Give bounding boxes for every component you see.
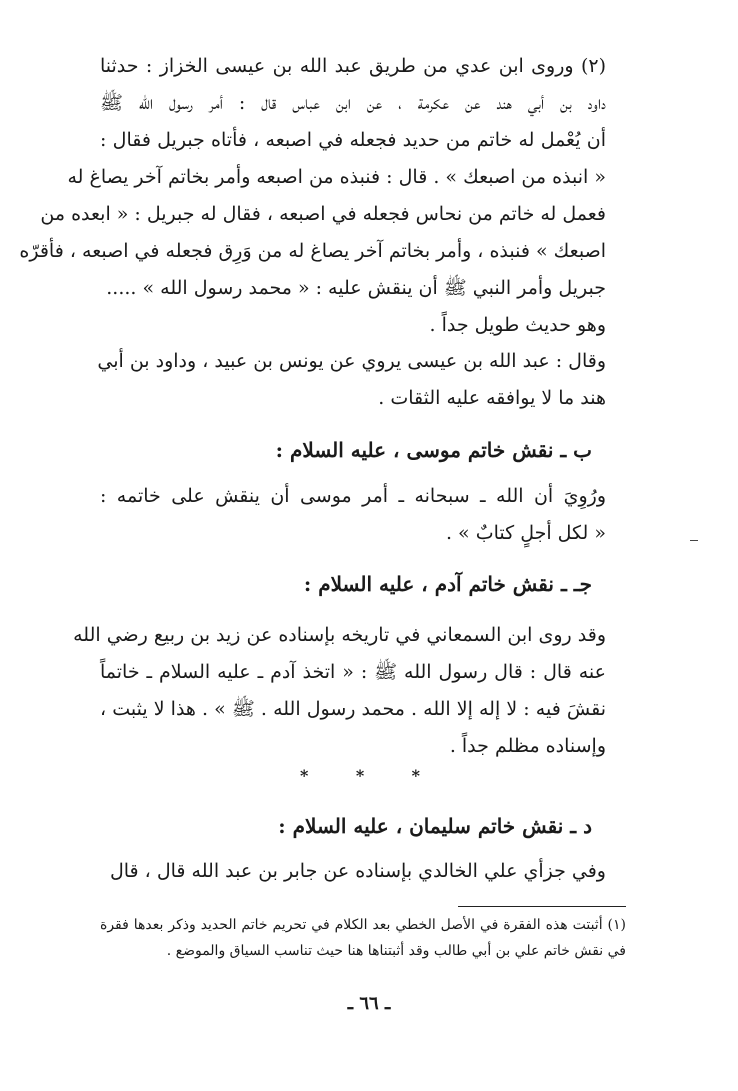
hadith-paragraph [19,48,606,307]
star-glyph: * [355,766,365,785]
text-line: اصبعك » فنبذه ، وأمر بخاتم آخر يصاغ له من وَرِق فجعله في اصبعه ، فأقرّه [19,240,606,262]
adam-paragraph [73,617,606,765]
text-line: وفي جزأي علي الخالدي بإسناده عن جابر بن عبد الله قال ، قال [109,860,606,882]
footnote [100,912,626,964]
text-line: « لكل أجلٍ كتابٌ » . [445,522,606,544]
text-line: وهو حديث طويل جداً . [429,314,606,336]
footnote-rule [458,906,626,907]
text-line: وقد روى ابن السمعاني في تاريخه بإسناده عن زيد بن ربيع رضي الله [73,624,606,646]
solomon-paragraph [109,853,606,890]
text-line: أن يُعْمل له خاتم من حديد فجعله في اصبعه ، فأتاه جبريل فقال : [100,129,606,151]
section-heading-solomon: د ـ نقش خاتم سليمان ، عليه السلام : [278,814,592,838]
page-number: ـ ٦٦ ـ [347,993,391,1014]
moses-paragraph [100,478,606,552]
hadith-closing [100,307,606,344]
section-heading-moses: ب ـ نقش خاتم موسى ، عليه السلام : [275,438,592,462]
text-line: داود بن أبي هند عن عكرمة ، عن ابن عباس قال : أمر رسول الله ﷺ [100,92,606,114]
text-line: وقال : عبد الله بن عيسى يروي عن يونس بن عبيد ، وداود بن أبي [97,350,606,372]
footnote-line: (١) أثبتت هذه الفقرة في الأصل الخطي بعد الكلام في تحريم خاتم الحديد وذكر بعدها فقرة [100,917,626,933]
text-line: هند ما لا يوافقه عليه الثقات . [378,387,606,409]
section-separator [300,766,420,785]
star-glyph: * [411,766,420,785]
section-heading-adam: جـ ـ نقش خاتم آدم ، عليه السلام : [303,572,592,596]
comment-paragraph [97,343,606,417]
star-glyph: * [300,766,309,785]
text-line: ورُوِيَ أن الله ـ سبحانه ـ أمر موسى أن ينقش على خاتمه : [100,485,606,507]
text-line: فعمل له خاتم من نحاس فجعله في اصبعه ، فقال له جبريل : « ابعده من [40,203,606,225]
text-line: نقشَ فيه : لا إله إلا الله . محمد رسول الله . ﷺ » . هذا لا يثبت ، [100,698,606,720]
text-line: وإسناده مظلم جداً . [449,735,606,757]
text-line: جبريل وأمر النبي ﷺ أن ينقش عليه : « محمد رسول الله » ..... [106,277,606,299]
footnote-line: في نقش خاتم علي بن أبي طالب وقد أثبتناها هنا حيث تناسب السياق والموضع . [166,943,626,959]
text-line: (٢) وروى ابن عدي من طريق عبد الله بن عيسى الخزاز : حدثنا [100,55,606,77]
text-line: عنه قال : قال رسول الله ﷺ : « اتخذ آدم ـ عليه السلام ـ خاتماً [100,661,606,683]
text-line: « انبذه من اصبعك » . قال : فنبذه من اصبعه وأمر بخاتم آخر يصاغ له [67,166,606,188]
margin-mark [690,540,698,541]
